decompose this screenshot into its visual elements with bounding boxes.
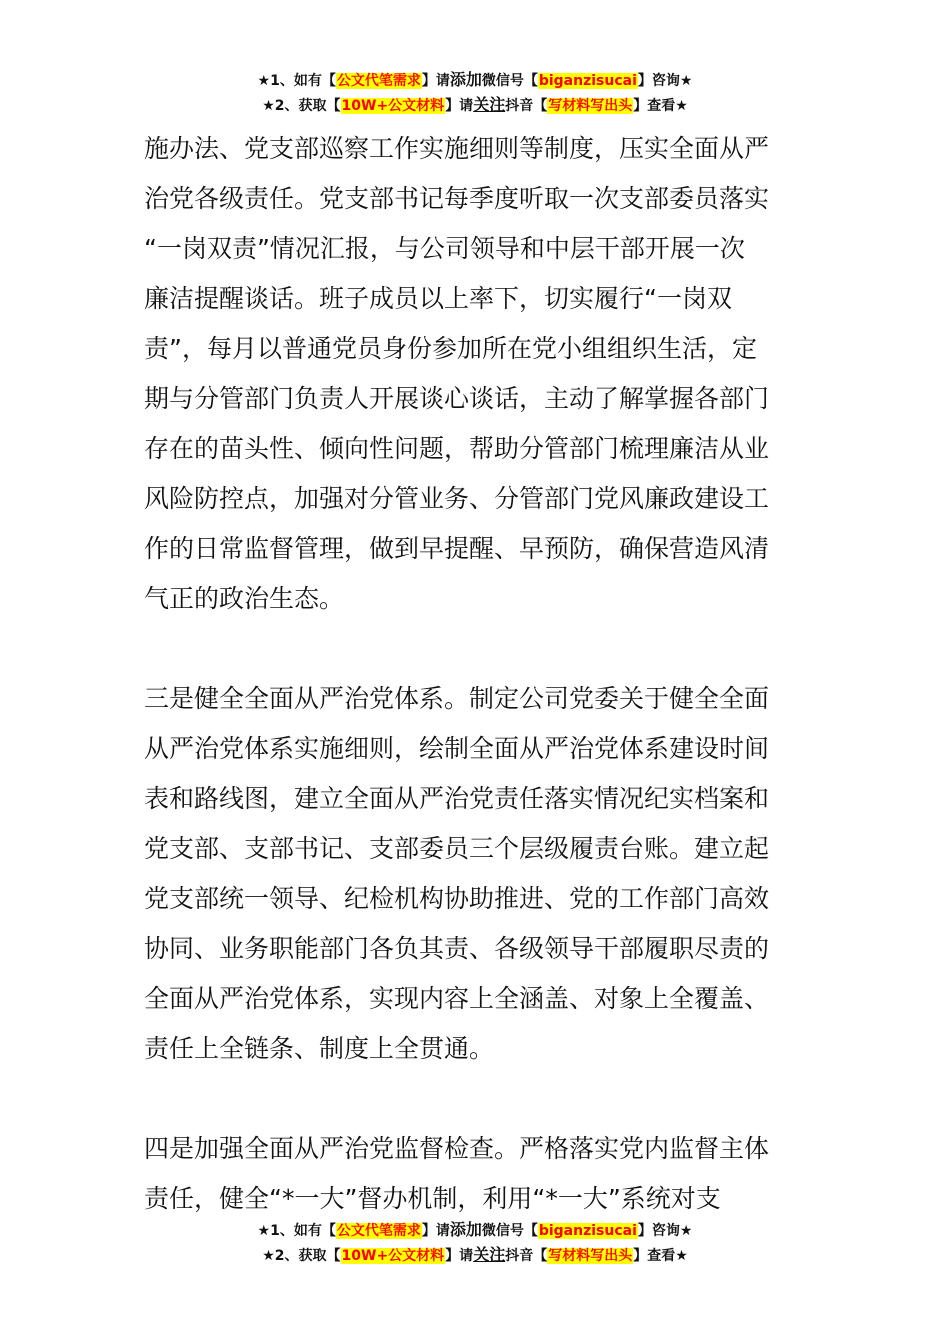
highlight-wechat-id: biganzisucai [538,1223,637,1239]
text-line: 协同、业务职能部门各负其责、各级领导干部履职尽责的 [144,934,770,963]
text-line: 党支部统一领导、纪检机构协助推进、党的工作部门高效 [144,884,770,913]
text-line: 施办法、党支部巡察工作实施细则等制度，压实全面从严 [144,134,770,163]
highlight-douyin-account: 写材料写出头 [548,98,633,114]
text-line: 从严治党体系实施细则，绘制全面从严治党体系建设时间 [144,734,770,763]
text-line: 责”，每月以普通党员身份参加所在党小组组织生活，定 [144,334,757,363]
paragraph-gap [144,624,810,674]
footer-banner [0,1218,950,1268]
highlight-materials: 10W+公文材料 [341,1248,445,1264]
banner-line-1: ★1、如有【公文代笔需求】请添加微信号【biganzisucai】咨询★ [257,70,693,89]
highlight-service: 公文代笔需求 [336,73,421,89]
highlight-wechat-id: biganzisucai [538,73,637,89]
banner-line-2: ★2、获取【10W+公文材料】请关注抖音【写材料写出头】查看★ [262,1245,688,1264]
text-line: 三是健全全面从严治党体系。制定公司党委关于健全全面 [144,684,770,713]
text-line: 责任上全链条、制度上全贯通。 [144,1034,495,1063]
text-line: 廉洁提醒谈话。班子成员以上率下，切实履行“一岗双 [144,284,732,313]
text-line: 责任，健全“*一大”督办机制，利用“*一大”系统对支 [144,1184,721,1213]
text-line: 期与分管部门负责人开展谈心谈话，主动了解掌握各部门 [144,384,770,413]
text-line: 气正的政治生态。 [144,584,345,613]
highlight-service: 公文代笔需求 [336,1223,421,1239]
paragraph-3 [144,1124,810,1224]
highlight-materials: 10W+公文材料 [341,98,445,114]
text-line: 全面从严治党体系，实现内容上全涵盖、对象上全覆盖、 [144,984,770,1013]
banner-line-1: ★1、如有【公文代笔需求】请添加微信号【biganzisucai】咨询★ [257,1220,693,1239]
paragraph-2 [144,674,810,1074]
text-line: 作的日常监督管理，做到早提醒、早预防，确保营造风清 [144,534,770,563]
document-body [144,124,810,1224]
header-banner [0,68,950,118]
text-line: 四是加强全面从严治党监督检查。严格落实党内监督主体 [144,1134,770,1163]
text-line: 治党各级责任。党支部书记每季度听取一次支部委员落实 [144,184,770,213]
text-line: 风险防控点，加强对分管业务、分管部门党风廉政建设工 [144,484,770,513]
highlight-douyin-account: 写材料写出头 [548,1248,633,1264]
paragraph-gap [144,1074,810,1124]
text-line: “一岗双责”情况汇报，与公司领导和中层干部开展一次 [144,234,745,263]
text-line: 党支部、支部书记、支部委员三个层级履责台账。建立起 [144,834,770,863]
banner-line-2: ★2、获取【10W+公文材料】请关注抖音【写材料写出头】查看★ [262,95,688,114]
paragraph-1 [144,124,810,624]
text-line: 存在的苗头性、倾向性问题，帮助分管部门梳理廉洁从业 [144,434,770,463]
text-line: 表和路线图，建立全面从严治党责任落实情况纪实档案和 [144,784,770,813]
